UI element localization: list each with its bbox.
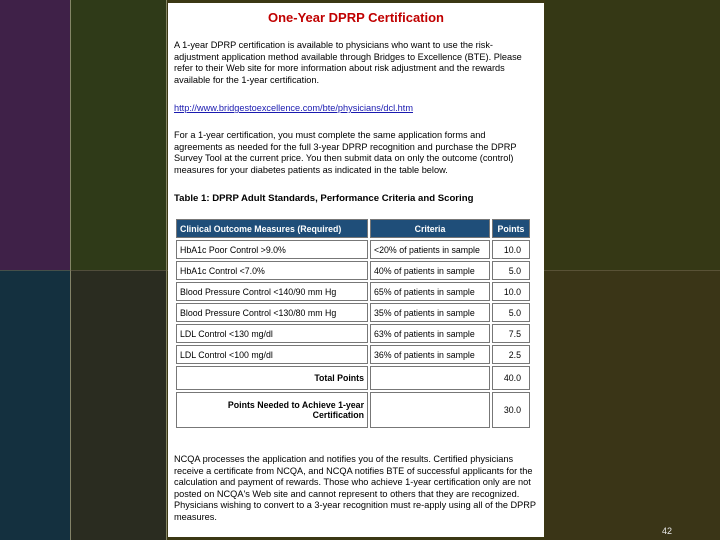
- requirements-paragraph: For a 1-year certification, you must complete the same application forms and agreements as needed for the full 3-year DPRP recognition and purchase the DPRP Survey Tool at the current price. You then submit data on only the outcome (control) measures for your diabetes patients as indicated in the table below.: [174, 130, 517, 175]
- total-label: Total Points: [176, 366, 368, 390]
- document-image: [168, 3, 544, 537]
- background-band: [0, 270, 70, 540]
- results-paragraph: NCQA processes the application and notifies you of the results. Certified physicians receive a certificate from NCQA, and NCQA notifies BTE of successful applicants for the calculation and payment of rewards. Those who achieve 1-year certification only are not posted on NCQA's Web site and cannot represent to others that they are recognized. Physicians wishing to convert to a 3-year recognition must re-apply using all of the DPRP measures.: [174, 454, 536, 522]
- measure-cell: HbA1c Poor Control >9.0%: [176, 240, 368, 259]
- intro-paragraph: A 1-year DPRP certification is available to physicians who want to use the risk-adjustment application method available through Bridges to Excellence (BTE). Please refer to their Web site for more information about risk adjustment and the rewards available for the 1-year certification.: [174, 40, 522, 85]
- measure-cell: LDL Control <100 mg/dl: [176, 345, 368, 364]
- background-band: [545, 270, 720, 540]
- achieve-value: 30.0: [492, 392, 530, 428]
- measure-cell: HbA1c Control <7.0%: [176, 261, 368, 280]
- background-band: [545, 0, 720, 270]
- points-cell: 5.0: [492, 303, 530, 322]
- points-cell: 10.0: [492, 240, 530, 259]
- table-row: [176, 261, 530, 280]
- criteria-cell: 35% of patients in sample: [370, 303, 490, 322]
- measure-cell: Blood Pressure Control <140/90 mm Hg: [176, 282, 368, 301]
- header-measures: Clinical Outcome Measures (Required): [176, 219, 368, 238]
- table-row: [176, 282, 530, 301]
- total-row: [176, 366, 530, 390]
- bte-link[interactable]: http://www.bridgestoexcellence.com/bte/physicians/dcl.htm: [174, 103, 413, 113]
- table-header-row: [176, 219, 530, 238]
- table-row: [176, 240, 530, 259]
- points-cell: 2.5: [492, 345, 530, 364]
- empty-cell: [370, 366, 490, 390]
- measure-cell: LDL Control <130 mg/dl: [176, 324, 368, 343]
- measure-cell: Blood Pressure Control <130/80 mm Hg: [176, 303, 368, 322]
- background-band: [70, 270, 166, 540]
- table-title: Table 1: DPRP Adult Standards, Performance Criteria and Scoring: [174, 193, 474, 204]
- empty-cell: [370, 392, 490, 428]
- table-row: [176, 345, 530, 364]
- table-row: [176, 324, 530, 343]
- header-points: Points: [492, 219, 530, 238]
- criteria-cell: 63% of patients in sample: [370, 324, 490, 343]
- standards-table: [174, 217, 532, 430]
- criteria-cell: 36% of patients in sample: [370, 345, 490, 364]
- slide-page-number: 42: [662, 526, 673, 536]
- points-cell: 10.0: [492, 282, 530, 301]
- points-cell: 5.0: [492, 261, 530, 280]
- background-band: [0, 0, 70, 270]
- header-criteria: Criteria: [370, 219, 490, 238]
- table-row: [176, 303, 530, 322]
- total-value: 40.0: [492, 366, 530, 390]
- criteria-cell: 40% of patients in sample: [370, 261, 490, 280]
- criteria-cell: 65% of patients in sample: [370, 282, 490, 301]
- document-title: One-Year DPRP Certification: [267, 10, 445, 25]
- achieve-row: [176, 392, 530, 428]
- achieve-label: Points Needed to Achieve 1-year Certification: [176, 392, 368, 428]
- points-cell: 7.5: [492, 324, 530, 343]
- criteria-cell: <20% of patients in sample: [370, 240, 490, 259]
- background-band: [70, 0, 166, 270]
